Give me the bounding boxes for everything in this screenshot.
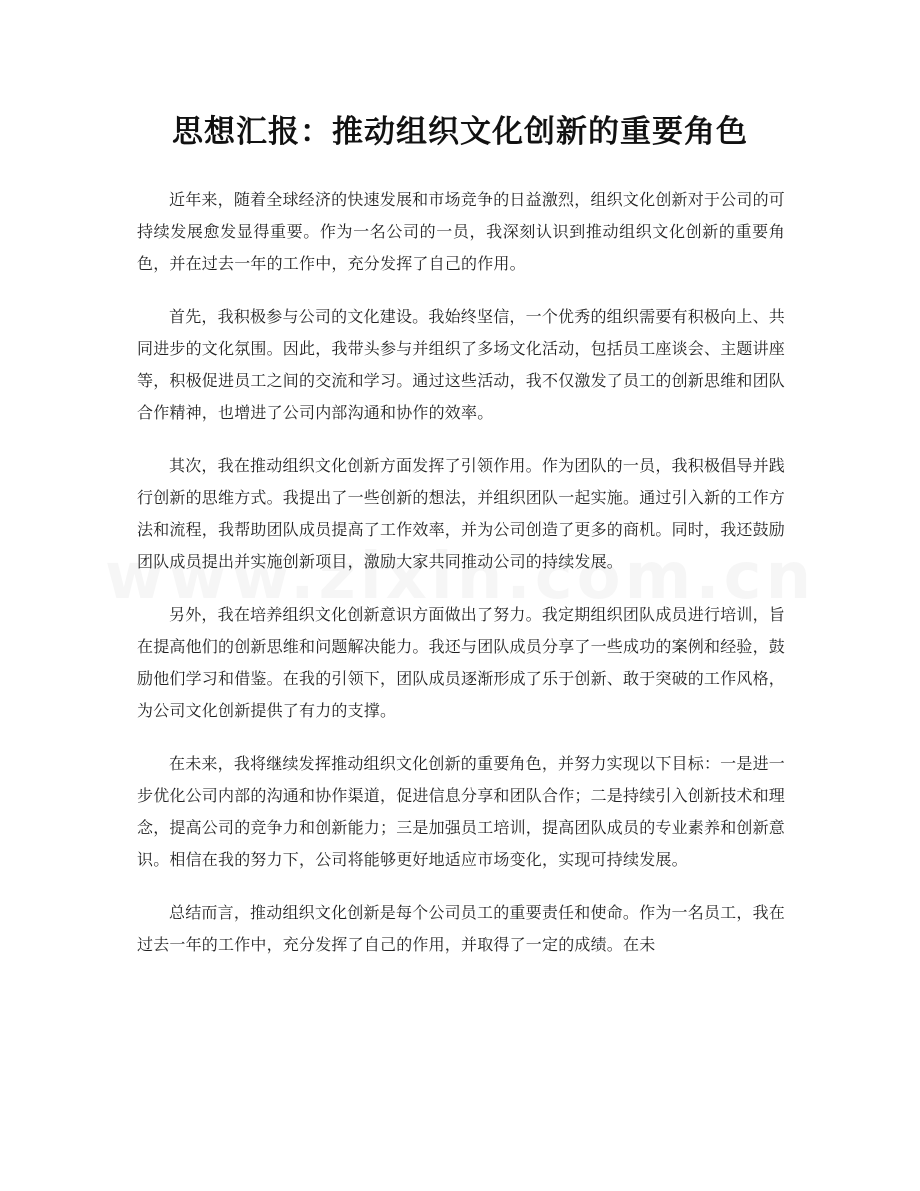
paragraph: 近年来，随着全球经济的快速发展和市场竞争的日益激烈，组织文化创新对于公司的可持续发展愈发显得重要。作为一名公司的一员，我深刻认识到推动组织文化创新的重要角色，并在过去一年的工作中，充分发挥了自己的作用。: [137, 190, 785, 273]
paragraph: 首先，我积极参与公司的文化建设。我始终坚信，一个优秀的组织需要有积极向上、共同进步的文化氛围。因此，我带头参与并组织了多场文化活动，包括员工座谈会、主题讲座等，积极促进员工之间的交流和学习。通过这些活动，我不仅激发了员工的创新思维和团队合作精神，也增进了公司内部沟通和协作的效率。: [137, 307, 786, 422]
paragraph: 在未来，我将继续发挥推动组织文化创新的重要角色，并努力实现以下目标：一是进一步优化公司内部的沟通和协作渠道，促进信息分享和团队合作；二是持续引入创新技术和理念，提高公司的竞争力和创新能力；三是加强员工培训，提高团队成员的专业素养和创新意识。相信在我的努力下，公司将能够更好地适应市场变化，实现可持续发展。: [137, 754, 786, 869]
document-body: [137, 184, 785, 982]
document-title: 思想汇报：推动组织文化创新的重要角色: [172, 114, 748, 150]
paragraph: 另外，我在培养组织文化创新意识方面做出了努力。我定期组织团队成员进行培训，旨在提高他们的创新思维和问题解决能力。我还与团队成员分享了一些成功的案例和经验，鼓励他们学习和借鉴。在我的引领下，团队成员逐渐形成了乐于创新、敢于突破的工作风格，为公司文化创新提供了有力的支撑。: [137, 605, 786, 720]
paragraph: 其次，我在推动组织文化创新方面发挥了引领作用。作为团队的一员，我积极倡导并践行创新的思维方式。我提出了一些创新的想法，并组织团队一起实施。通过引入新的工作方法和流程，我帮助团队成员提高了工作效率，并为公司创造了更多的商机。同时，我还鼓励团队成员提出并实施创新项目，激励大家共同推动公司的持续发展。: [137, 456, 786, 571]
paragraph: 总结而言，推动组织文化创新是每个公司员工的重要责任和使命。作为一名员工，我在过去一年的工作中，充分发挥了自己的作用，并取得了一定的成绩。在未: [137, 903, 785, 954]
